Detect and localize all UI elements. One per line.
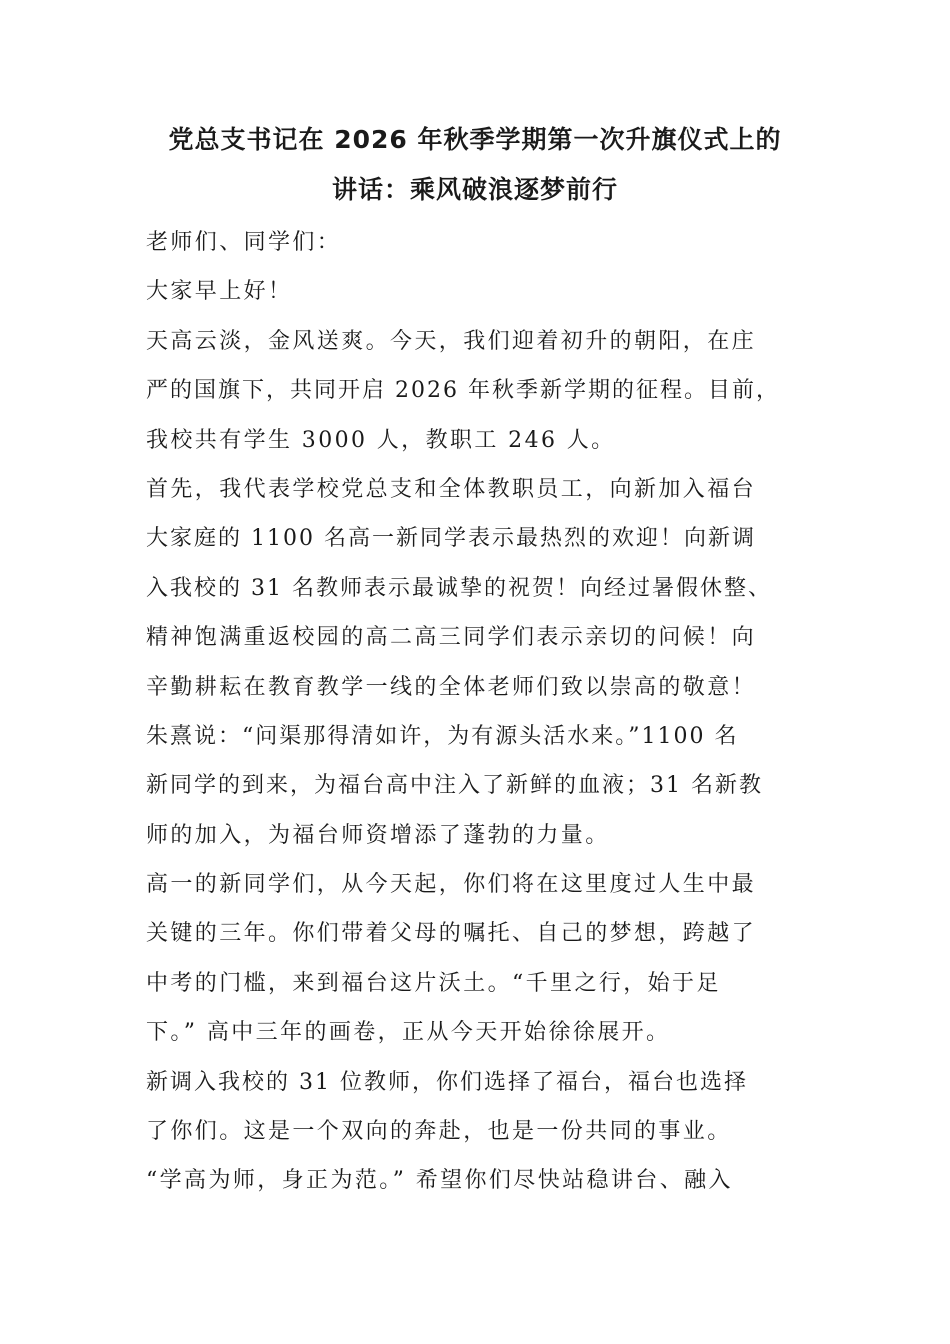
- body-line: “学高为师，身正为范。” 希望你们尽快站稳讲台、融入: [146, 1168, 733, 1194]
- body-line: 中考的门槛，来到福台这片沃土。“千里之行，始于足: [146, 970, 721, 996]
- document-title-line-1: 党总支书记在 2026 年秋季学期第一次升旗仪式上的: [168, 125, 782, 154]
- body-line: 我校共有学生 3000 人，教职工 246 人。: [146, 427, 616, 453]
- body-line: 严的国旗下，共同开启 2026 年秋季新学期的征程。目前，: [146, 378, 780, 404]
- body-line: 精神饱满重返校园的高二高三同学们表示亲切的问候！向: [146, 625, 757, 651]
- body-line: 高一的新同学们，从今天起，你们将在这里度过人生中最: [146, 872, 757, 898]
- document-title-line-2: 讲话：乘风破浪逐梦前行: [331, 175, 618, 204]
- body-line: 首先，我代表学校党总支和全体教职员工，向新加入福台: [146, 476, 757, 502]
- body-line: 下。” 高中三年的画卷，正从今天开始徐徐展开。: [146, 1020, 671, 1046]
- body-line: 了你们。这是一个双向的奔赴，也是一份共同的事业。: [146, 1119, 732, 1145]
- body-line: 入我校的 31 名教师表示最诚挚的祝贺！向经过暑假休整、: [146, 575, 772, 601]
- greeting-line: 大家早上好！: [146, 279, 293, 305]
- body-line: 大家庭的 1100 名高一新同学表示最热烈的欢迎！向新调: [146, 526, 756, 552]
- body-line: 天高云淡，金风送爽。今天，我们迎着初升的朝阳，在庄: [146, 328, 757, 354]
- body-line: 辛勤耕耘在教育教学一线的全体老师们致以崇高的敬意！: [146, 674, 757, 700]
- salutation-line: 老师们、同学们：: [146, 230, 342, 255]
- body-line: 朱熹说：“问渠那得清如许，为有源头活水来。”1100 名: [146, 723, 739, 749]
- body-line: 新调入我校的 31 位教师，你们选择了福台，福台也选择: [146, 1069, 748, 1095]
- body-line: 师的加入，为福台师资增添了蓬勃的力量。: [146, 822, 610, 848]
- document-body: [146, 224, 826, 1212]
- body-line: 关键的三年。你们带着父母的嘱托、自己的梦想，跨越了: [146, 921, 757, 947]
- body-line: 新同学的到来，为福台高中注入了新鲜的血液；31 名新教: [146, 773, 763, 799]
